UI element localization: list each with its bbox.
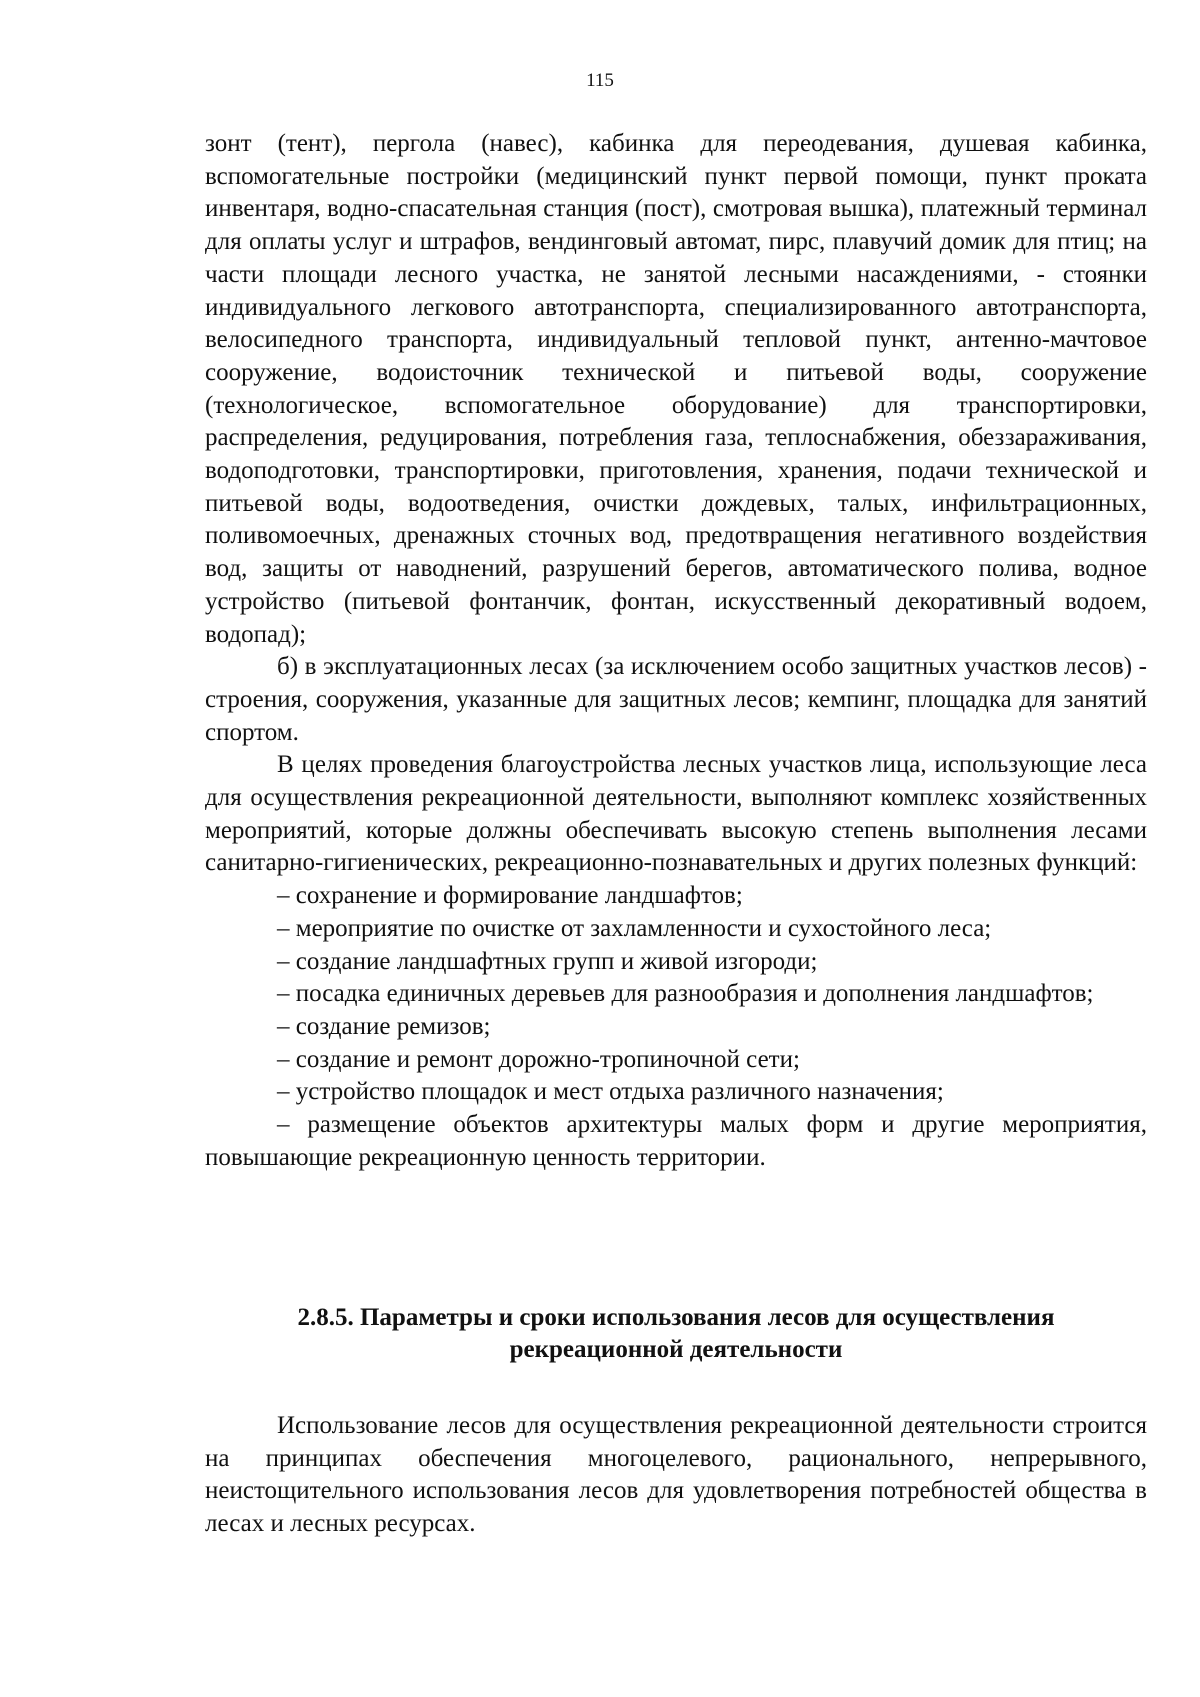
body-text — [205, 128, 1147, 1175]
list-item: – создание и ремонт дорожно-тропиночной сети; — [277, 1045, 800, 1073]
list-item: – сохранение и формирование ландшафтов; — [277, 882, 743, 910]
section-heading — [205, 1302, 1147, 1366]
section-heading-line-1: 2.8.5. Параметры и сроки использования лесов для осуществления — [297, 1304, 1055, 1331]
paragraph-exploitation-forests: б) в эксплуатационных лесах (за исключением особо защитных участков лесов) - строения, сооружения, указанные для защитных лесов; кемпинг, площадка для занятий спортом. — [205, 653, 1147, 746]
page-number: 115 — [586, 70, 614, 91]
section-body-text — [205, 1410, 1147, 1541]
paragraph-improvement-intro: В целях проведения благоустройства лесных участков лица, использующие леса для осуществления рекреационной деятельности, выполняют комплекс хозяйственных мероприятий, которые должны обеспечивать высокую степень выполнения лесами санитарно-гигиенических, рекреационно-познавательных и других полезных функций: — [205, 751, 1147, 877]
list-item: – создание ландшафтных групп и живой изгороди; — [277, 947, 818, 975]
list-item: – устройство площадок и мест отдыха различного назначения; — [277, 1078, 944, 1106]
paragraph-forest-use-principles: Использование лесов для осуществления рекреационной деятельности строится на принципах обеспечения многоцелевого, рационального, непрерывного, неистощительного использования лесов для удовлетворения потребностей общества в лесах и лесных ресурсах. — [205, 1412, 1147, 1538]
list-item: – посадка единичных деревьев для разнообразия и дополнения ландшафтов; — [277, 980, 1094, 1008]
section-heading-line-2: рекреационной деятельности — [509, 1336, 843, 1363]
list-item: – размещение объектов архитектуры малых форм и другие мероприятия, повышающие рекреационную ценность территории. — [205, 1111, 1147, 1171]
paragraph-facilities-list: зонт (тент), пергола (навес), кабинка для переодевания, душевая кабинка, вспомогательные постройки (медицинский пункт первой помощи, пункт проката инвентаря, водно-спасательная станция (пост), смотровая вышка), платежный терминал для оплаты услуг и штрафов, вендинговый автомат, пирс, плавучий домик для птиц; на части площади лесного участка, не занятой лесными насаждениями, - стоянки индивидуального легкового автотранспорта, специализированного автотранспорта, велосипедного транспорта, индивидуальный тепловой пункт, антенно-мачтовое сооружение, водоисточник технической и питьевой воды, сооружение (технологическое, вспомогательное оборудование) для транспортировки, распределения, редуцирования, потребления газа, теплоснабжения, обеззараживания, водоподготовки, транспортировки, приготовления, хранения, подачи технической и питьевой воды, водоотведения, очистки дождевых, талых, инфильтрационных, поливомоечных, дренажных сточных вод, предотвращения негативного воздействия вод, защиты от наводнений, разрушений берегов, автоматического полива, водное устройство (питьевой фонтанчик, фонтан, искусственный декоративный водоем, водопад); — [205, 130, 1147, 648]
list-item: – мероприятие по очистке от захламленности и сухостойного леса; — [277, 914, 992, 942]
list-item: – создание ремизов; — [277, 1012, 491, 1040]
